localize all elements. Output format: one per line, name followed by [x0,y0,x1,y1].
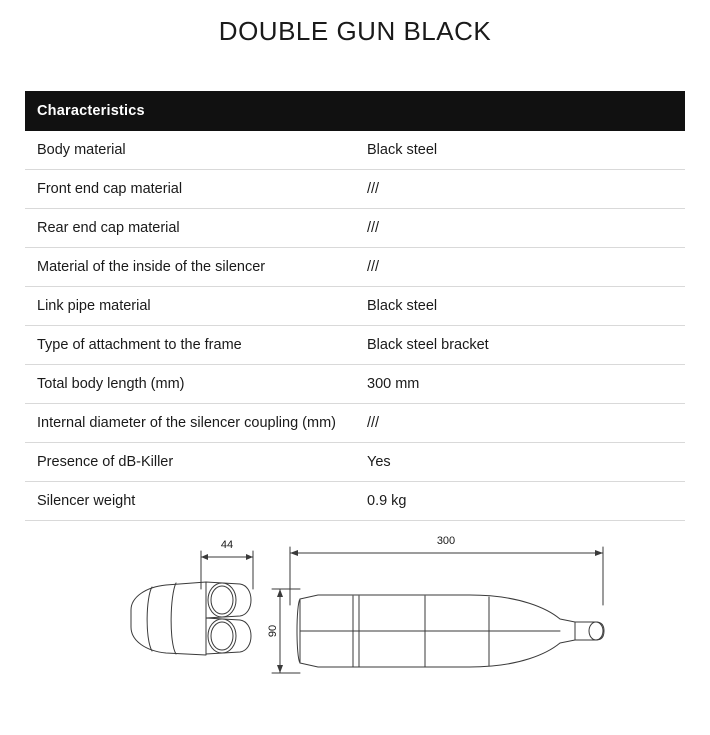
row-label: Total body length (mm) [25,365,355,404]
row-value: Black steel [355,287,685,326]
table-row [25,170,685,209]
page-title: DOUBLE GUN BLACK [218,16,492,46]
dim-length-label: 300 [436,535,456,547]
row-value: Black steel [355,131,685,170]
table-row [25,209,685,248]
dim-front-width-label: 44 [220,539,234,551]
table-body [25,131,685,521]
table-row [25,326,685,365]
table-header-row [25,91,685,131]
row-label: Body material [25,131,355,170]
row-value: /// [355,209,685,248]
table-header-characteristics: Characteristics [25,91,685,131]
row-label: Material of the inside of the silencer [25,248,355,287]
technical-drawing [0,527,710,687]
row-label: Presence of dB-Killer [25,443,355,482]
table-row [25,248,685,287]
dim-height-label: 90 [267,624,279,638]
table-row [25,482,685,521]
row-label: Internal diameter of the silencer coupling (mm) [25,404,355,443]
table-row [25,287,685,326]
row-label: Front end cap material [25,170,355,209]
row-value: 300 mm [355,365,685,404]
row-value: /// [355,248,685,287]
row-value: 0.9 kg [355,482,685,521]
characteristics-table [25,91,685,521]
row-label: Link pipe material [25,287,355,326]
table-row [25,365,685,404]
row-label: Silencer weight [25,482,355,521]
table-head [25,91,685,131]
table-row [25,443,685,482]
row-value: /// [355,404,685,443]
row-label: Type of attachment to the frame [25,326,355,365]
row-label: Rear end cap material [25,209,355,248]
row-value: /// [355,170,685,209]
row-value: Yes [355,443,685,482]
table-row [25,404,685,443]
row-value: Black steel bracket [355,326,685,365]
table-row [25,131,685,170]
